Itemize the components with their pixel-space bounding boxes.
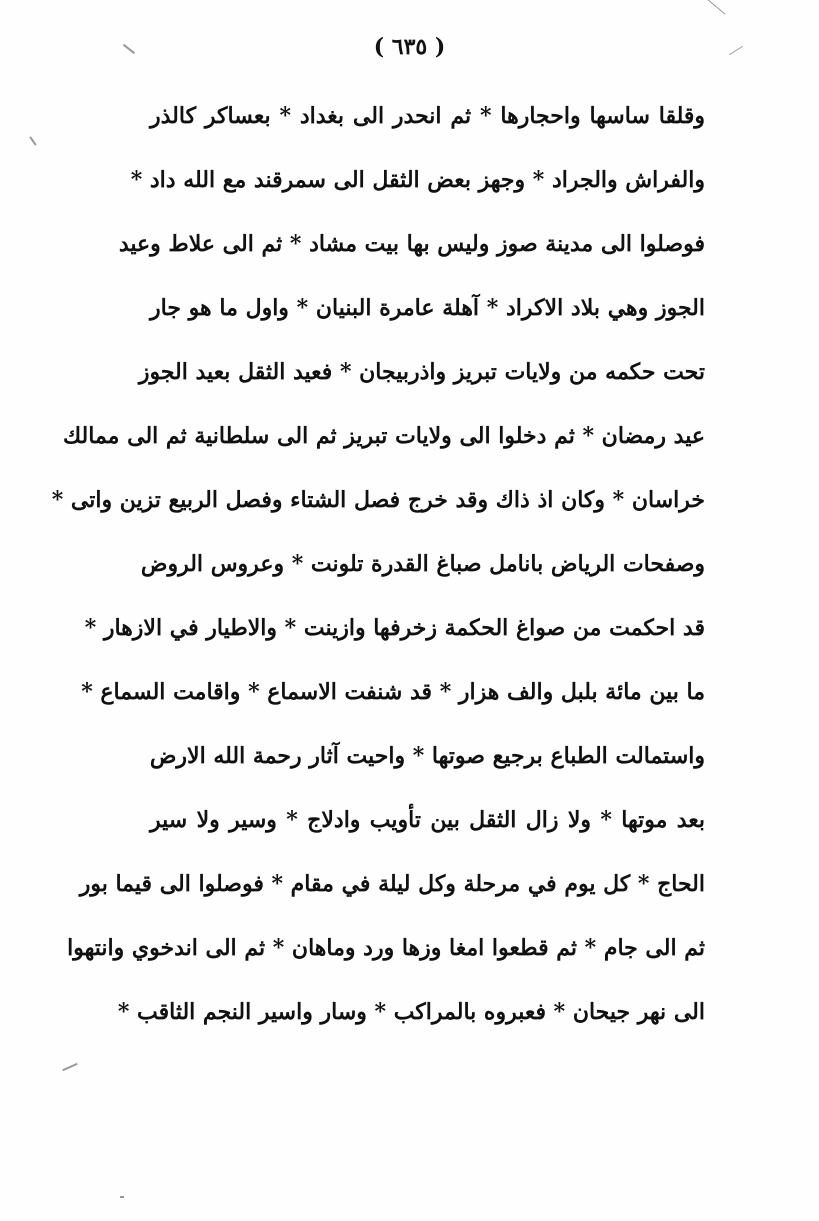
page-number: ( ٦٣٥ )	[373, 34, 446, 60]
scan-mark	[29, 136, 36, 145]
text-line: الى نهر جيحان * فعبروه بالمراكب * وسار واسير النجم الثاقب *	[117, 999, 705, 1025]
text-line: ما بين مائة بلبل والف هزار * قد شنفت الاسماع * واقامت السماع *	[81, 679, 705, 705]
text-line: وصفحات الرياض بانامل صباغ القدرة تلونت * وعروس الروض	[140, 551, 705, 577]
text-line: بعد موتها * ولا زال الثقل بين تأويب وادلاج * وسير ولا سير	[150, 807, 705, 833]
text-line: الحاج * كل يوم في مرحلة وكل ليلة في مقام * فوصلوا الى قيما بور	[79, 871, 705, 897]
scan-mark	[120, 1196, 124, 1198]
text-block	[51, 84, 705, 1044]
scan-mark	[706, 0, 725, 15]
text-line: خراسان * وكان اذ ذاك وقد خرج فصل الشتاء وفصل الربيع تزين واتى *	[51, 487, 705, 513]
text-line: واستمالت الطباع برجيع صوتها * واحيت آثار رحمة الله الارض	[149, 743, 705, 769]
text-line: والفراش والجراد * وجهز بعض الثقل الى سمرقند مع الله داد *	[130, 167, 705, 193]
text-line: فوصلوا الى مدينة صوز وليس بها بيت مشاد * ثم الى علاط وعيد	[118, 231, 705, 257]
scan-mark	[62, 1063, 77, 1071]
text-line: قد احكمت من صواغ الحكمة زخرفها وازينت * والاطيار في الازهار *	[84, 615, 705, 641]
text-line: عيد رمضان * ثم دخلوا الى ولايات تبريز ثم الى سلطانية ثم الى ممالك	[63, 423, 705, 449]
text-line: الجوز وهي بلاد الاكراد * آهلة عامرة البنيان * واول ما هو جار	[150, 295, 705, 321]
text-line: وقلقا ساسها واحجارها * ثم انحدر الى بغداد * بعساكر كالذر	[150, 103, 705, 129]
text-line: تحت حكمه من ولايات تبريز واذربيجان * فعيد الثقل بعيد الجوز	[138, 359, 705, 385]
text-line: ثم الى جام * ثم قطعوا امغا وزها ورد وماهان * ثم الى اندخوي وانتهوا	[67, 935, 705, 961]
